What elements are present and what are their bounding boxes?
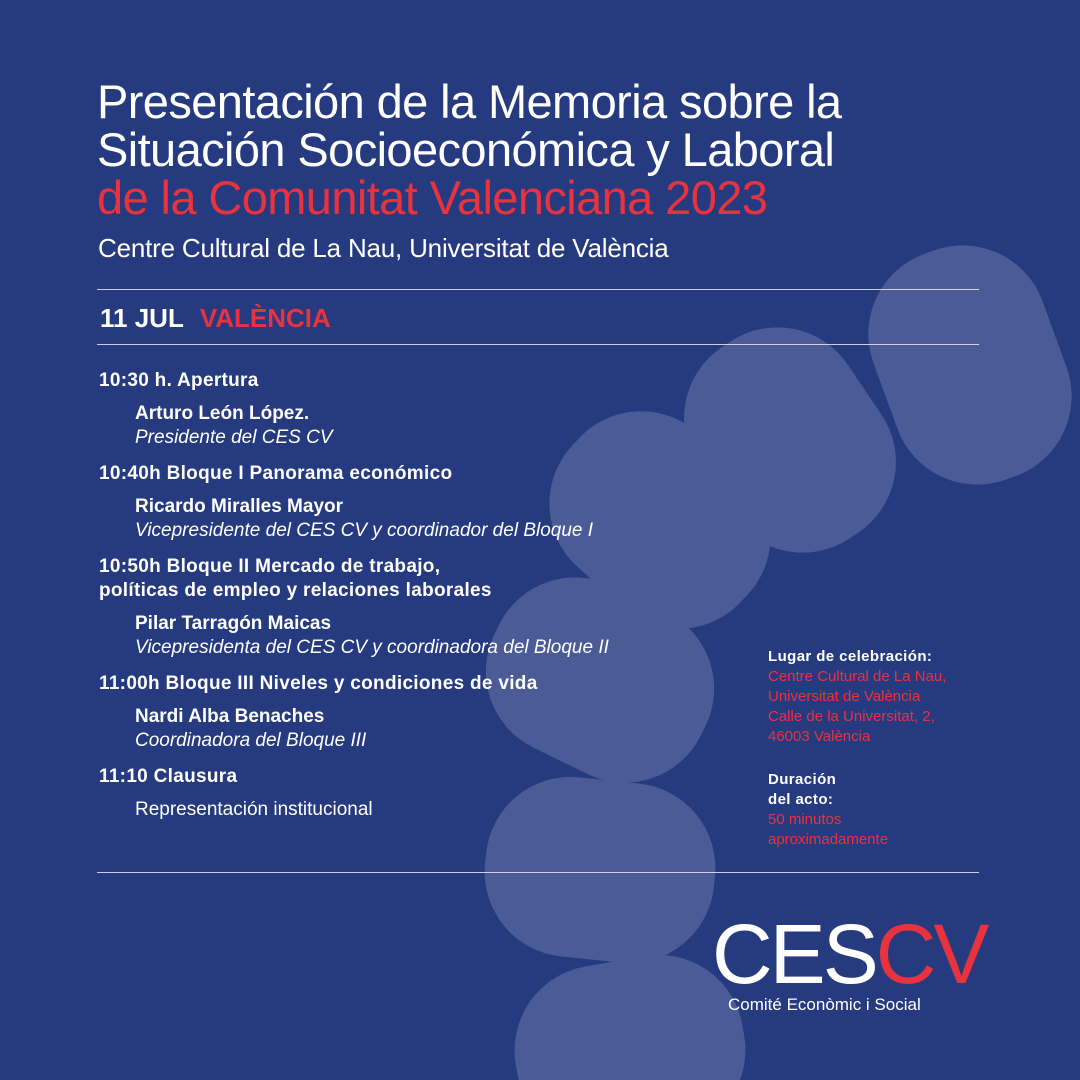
agenda-speaker — [99, 798, 739, 822]
agenda-item-title — [99, 765, 739, 789]
agenda-item-title — [99, 555, 739, 603]
agenda-item-title — [99, 369, 739, 393]
agenda-item — [99, 369, 739, 450]
duration-value-line: 50 minutos — [768, 811, 842, 828]
event-date: 11 JUL — [100, 303, 184, 333]
duration-label-line: del acto: — [768, 791, 834, 808]
speaker-role: Vicepresidenta del CES CV y coordinadora del Bloque II — [135, 637, 609, 658]
agenda-item — [99, 462, 739, 543]
speaker-name: Ricardo Miralles Mayor — [135, 496, 344, 517]
cescv-logo — [712, 907, 992, 1022]
title-line-highlight: de la Comunitat Valenciana 2023 — [97, 171, 768, 224]
agenda-item-title-line: 10:30 h. Apertura — [99, 370, 259, 391]
speaker-role: Presidente del CES CV — [135, 427, 333, 448]
divider — [97, 344, 979, 345]
divider — [97, 872, 979, 873]
event-title — [97, 75, 1037, 224]
logo-wordmark — [712, 907, 987, 1001]
speaker-name: Pilar Tarragón Maicas — [135, 613, 332, 634]
location-line: Universitat de València — [768, 688, 921, 705]
speaker-description: Representación institucional — [135, 799, 373, 820]
duration-info — [768, 770, 1028, 850]
event-city: VALÈNCIA — [199, 303, 331, 333]
agenda-speaker — [99, 705, 739, 753]
agenda-item — [99, 765, 739, 822]
location-line: Centre Cultural de La Nau, — [768, 668, 947, 685]
agenda-speaker — [99, 495, 739, 543]
logo-ces-text: CES — [712, 907, 876, 1001]
agenda-item-title-line: 10:50h Bloque II Mercado de trabajo, — [99, 556, 441, 577]
agenda-speaker — [99, 402, 739, 450]
agenda-item-title-line: 11:10 Clausura — [99, 766, 238, 787]
agenda-item-title-line: políticas de empleo y relaciones laborales — [99, 580, 492, 601]
title-line: Presentación de la Memoria sobre la — [97, 75, 842, 128]
logo-subtitle: Comité Econòmic i Social — [728, 995, 921, 1014]
location-line: Calle de la Universitat, 2, — [768, 708, 935, 725]
venue-subtitle: Centre Cultural de La Nau, Universitat de València — [98, 233, 669, 263]
speaker-role: Coordinadora del Bloque III — [135, 730, 367, 751]
agenda-item-title — [99, 672, 739, 696]
speaker-role: Vicepresidente del CES CV y coordinador del Bloque I — [135, 520, 594, 541]
agenda-item-title-line: 10:40h Bloque I Panorama económico — [99, 463, 453, 484]
agenda-list — [99, 369, 739, 834]
location-line: 46003 València — [768, 728, 871, 745]
duration-value-line: aproximadamente — [768, 831, 889, 848]
location-info — [768, 647, 1028, 747]
agenda-item — [99, 672, 739, 753]
agenda-item-title — [99, 462, 739, 486]
location-label: Lugar de celebración: — [768, 648, 933, 665]
agenda-speaker — [99, 612, 739, 660]
agenda-item — [99, 555, 739, 660]
speaker-name: Nardi Alba Benaches — [135, 706, 325, 727]
divider — [97, 289, 979, 290]
agenda-item-title-line: 11:00h Bloque III Niveles y condiciones de vida — [99, 673, 538, 694]
speaker-name: Arturo León López. — [135, 403, 310, 424]
date-row — [100, 300, 331, 336]
logo-cv-text: CV — [875, 907, 987, 1001]
duration-label-line: Duración — [768, 771, 837, 788]
title-line: Situación Socioeconómica y Laboral — [97, 123, 835, 176]
